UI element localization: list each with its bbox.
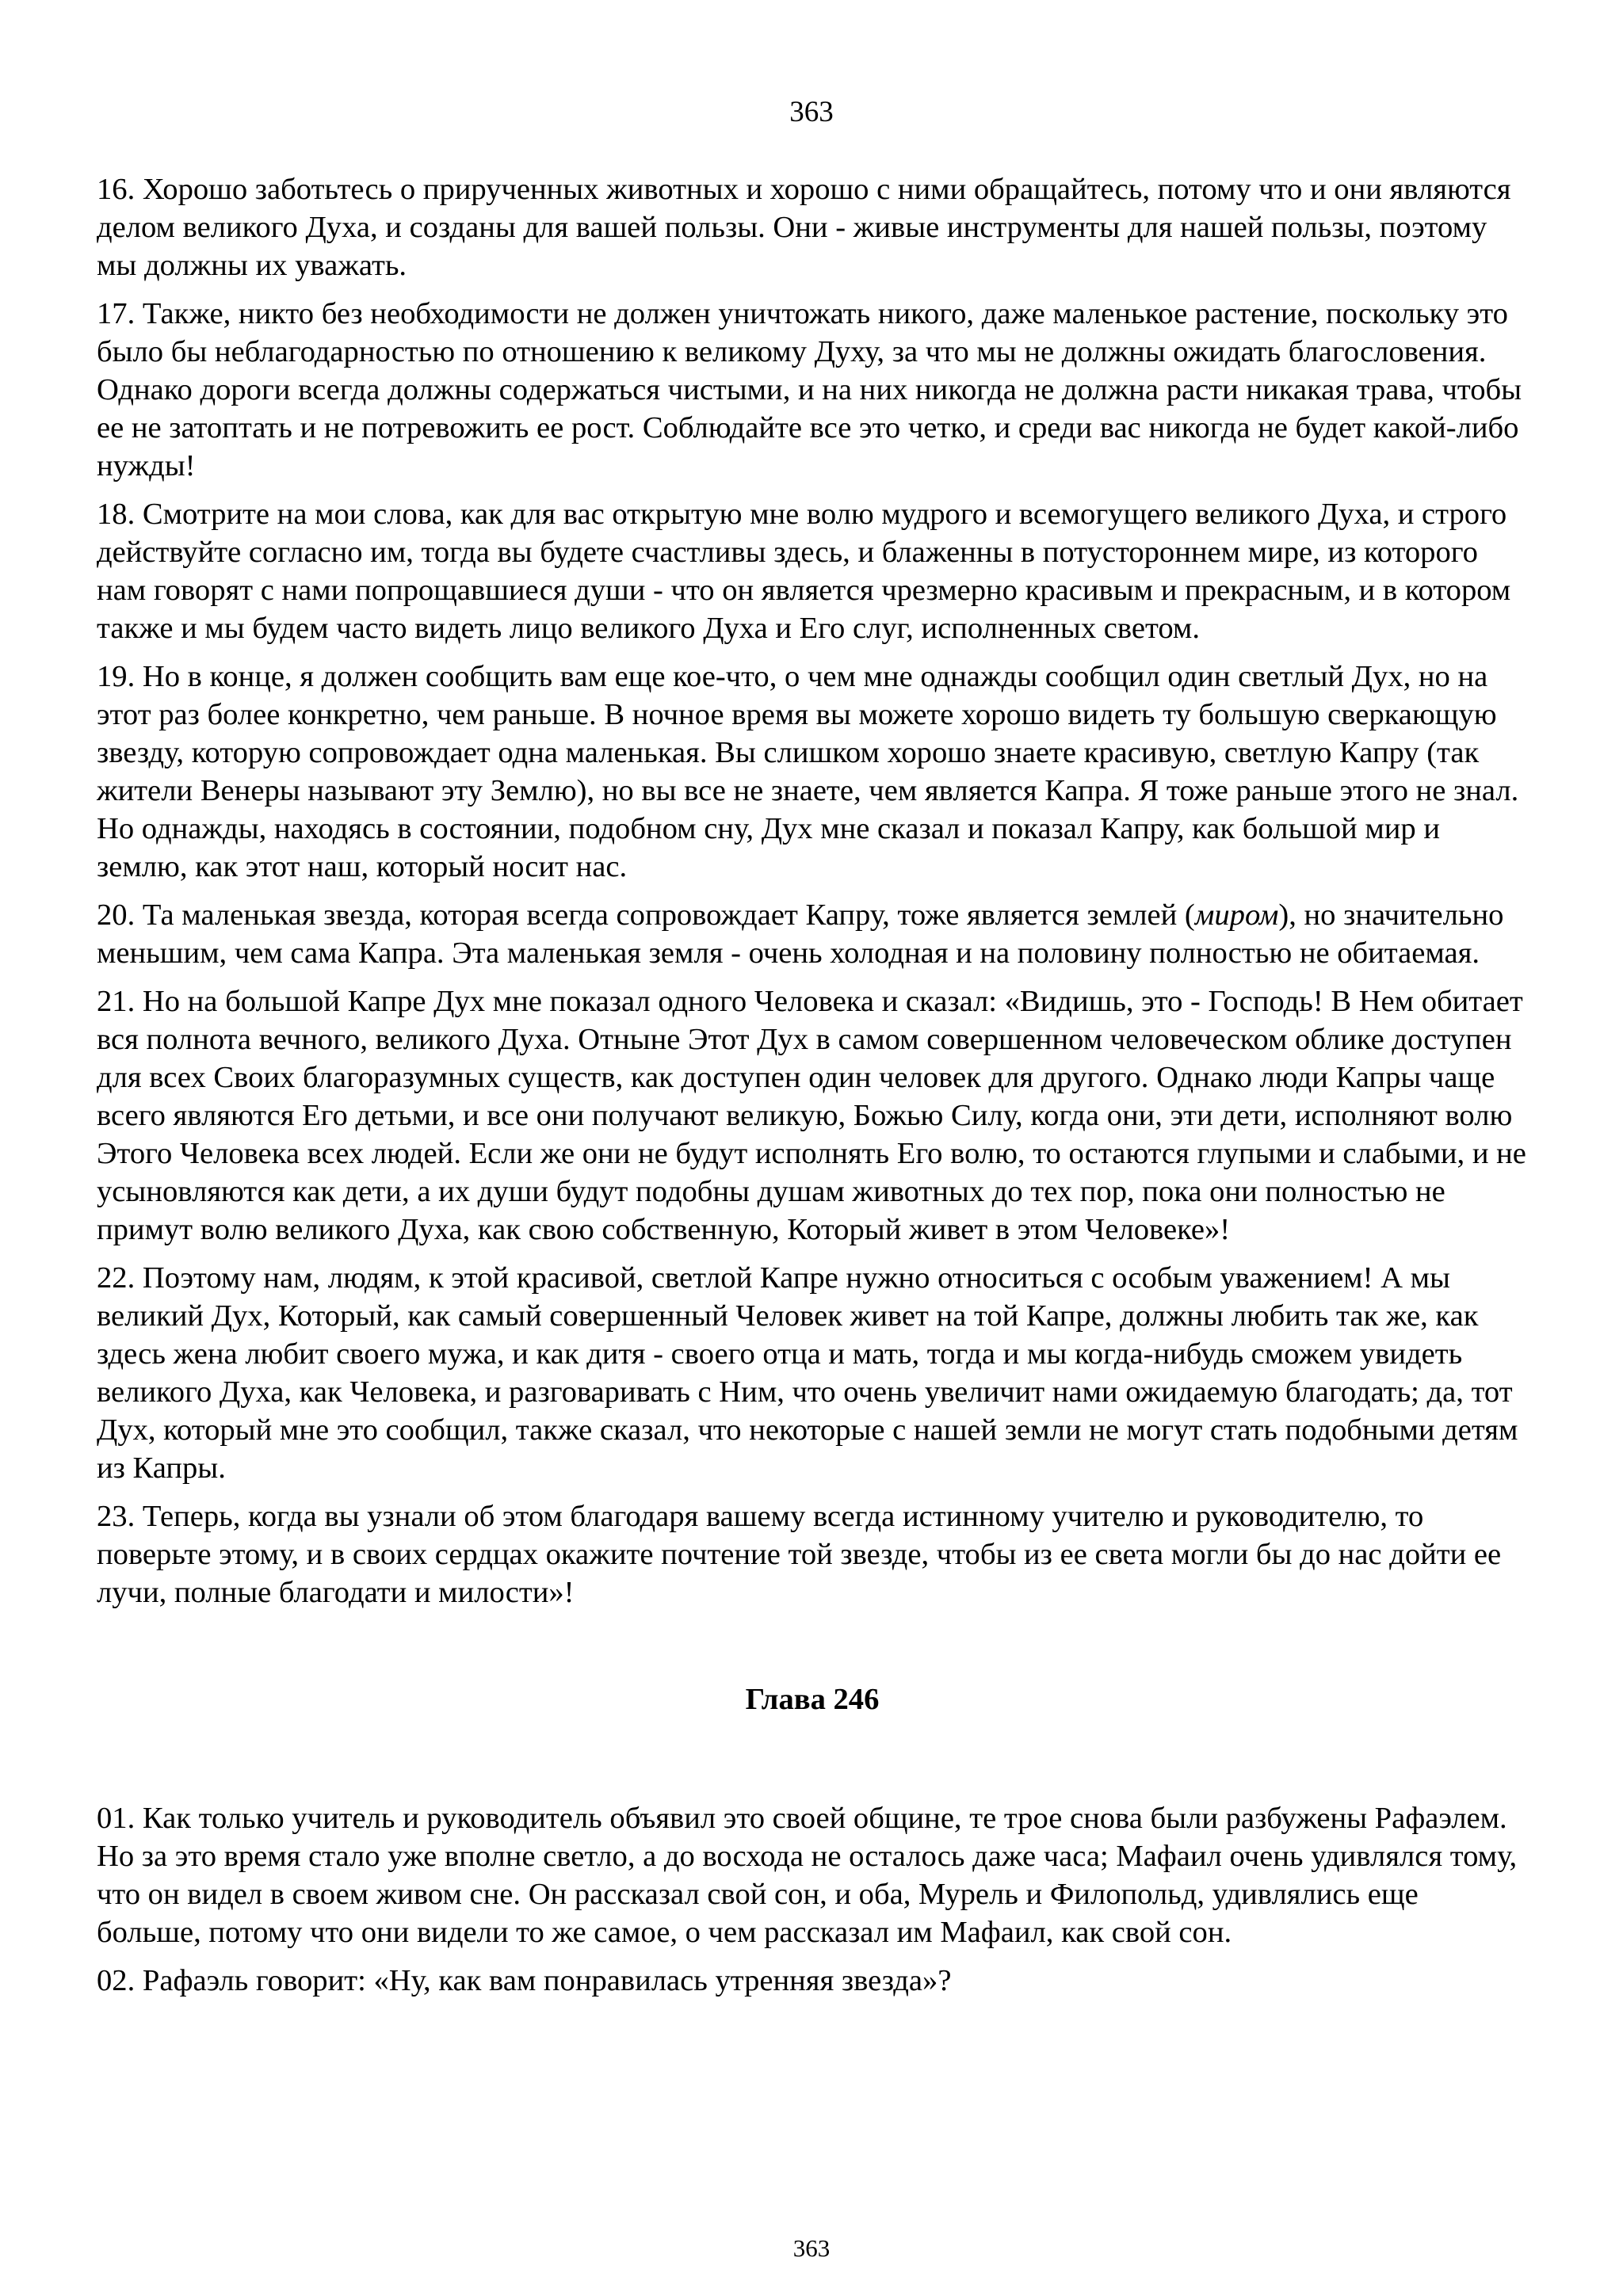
paragraph-20: [97, 896, 1528, 972]
chapter-paragraph-01: 01. Как только учитель и руководитель объявил это своей общине, те трое снова были разбужены Рафаэлем. Но за это время стало уже вполне светло, а до восхода не осталось даже часа; Мафаил очень удивлялся тому, что он видел в своем живом сне. Он рассказал свой сон, и оба, Мурель и Филопольд, удивлялись еще больше, потому что они видели то же самое, о чем рассказал им Мафаил, как свой сон.: [97, 1802, 1518, 1949]
paragraph-16: 16. Хорошо заботьтесь о прирученных животных и хорошо с ними обращайтесь, потому что и они являются делом великого Духа, и созданы для вашей пользы. Они - живые инструменты для нашей пользы, поэтому мы должны их уважать.: [97, 173, 1511, 282]
paragraph-20-text-end: ), но значительно меньшим, чем сама Капра. Эта маленькая земля - очень холодная и на половину полностью не обитаемая.: [97, 898, 1504, 970]
paragraph-22: 22. Поэтому нам, людям, к этой красивой, светлой Капре нужно относиться с особым уважением! А мы великий Дух, Который, как самый совершенный Человек живет на той Капре, должны любить так же, как здесь жена любит своего мужа, и как дитя - своего отца и мать, тогда и мы когда-нибудь сможем увидеть великого Духа, как Человека, и разговаривать с Ним, что очень увеличит нами ожидаемую благодать; да, тот Дух, который мне это сообщил, также сказал, что некоторые с нашей земли не могут стать подобными детям из Капры.: [97, 1261, 1518, 1485]
page-number-bottom: 363: [792, 2234, 831, 2262]
page-number-top: 363: [789, 96, 834, 128]
paragraph-17: 17. Также, никто без необходимости не должен уничтожать никого, даже маленькое растение, поскольку это было бы неблагодарностью по отношению к великому Духу, за что мы не должны ожидать благословения. Однако дороги всегда должны содержаться чистыми, и на них никогда не должна расти никакая трава, чтобы ее не затоптать и не потревожить ее рост. Соблюдайте все это четко, и среди вас никогда не будет какой-либо нужды!: [97, 297, 1522, 482]
paragraph-18: 18. Смотрите на мои слова, как для вас открытую мне волю мудрого и всемогущего великого Духа, и строго действуйте согласно им, тогда вы будете счастливы здесь, и блаженны в потустороннем мире, из которого нам говорят с нами попрощавшиеся души - что он является чрезмерно красивым и прекрасным, и в котором также и мы будем часто видеть лицо великого Духа и Его слуг, исполненных светом.: [97, 498, 1511, 645]
paragraph-23: 23. Теперь, когда вы узнали об этом благодаря вашему всегда истинному учителю и руководителю, то поверьте этому, и в своих сердцах окажите почтение той звезде, чтобы из ее света могли бы до нас дойти ее лучи, полные благодати и милости»!: [97, 1500, 1502, 1609]
chapter-heading: Глава 246: [745, 1683, 880, 1716]
paragraph-21: 21. Но на большой Капре Дух мне показал одного Человека и сказал: «Видишь, это - Господь! В Нем обитает вся полнота вечного, великого Духа. Отныне Этот Дух в самом совершенном человеческом облике доступен для всех Своих благоразумных существ, как доступен один человек для другого. Однако люди Капры чаще всего являются Его детьми, и все они получают великую, Божью Силу, когда они, эти дети, исполняют волю Этого Человека всех людей. Если же они не будут исполнять Его волю, то остаются глупыми и слабыми, и не усыновляются как дети, а их души будут подобны душам животных до тех пор, пока они полностью не примут волю великого Духа, как свою собственную, Который живет в этом Человеке»!: [97, 985, 1526, 1246]
chapter-paragraph-02: 02. Рафаэль говорит: «Ну, как вам понравилась утренняя звезда»?: [97, 1964, 952, 1997]
paragraph-20-emphasis: миром: [1194, 898, 1279, 932]
paragraph-20-text-start: 20. Та маленькая звезда, которая всегда сопровождает Капру, тоже является землей (: [97, 898, 1195, 932]
paragraph-19: 19. Но в конце, я должен сообщить вам еще кое-что, о чем мне однажды сообщил один светлый Дух, но на этот раз более конкретно, чем раньше. В ночное время вы можете хорошо видеть ту большую сверкающую звезду, которую сопровождает одна маленькая. Вы слишком хорошо знаете красивую, светлую Капру (так жители Венеры называют эту Землю), но вы все не знаете, чем является Капра. Я тоже раньше этого не знал. Но однажды, находясь в состоянии, подобном сну, Дух мне сказал и показал Капру, как большой мир и землю, как этот наш, который носит нас.: [97, 660, 1519, 883]
body-text: [97, 170, 1528, 2010]
